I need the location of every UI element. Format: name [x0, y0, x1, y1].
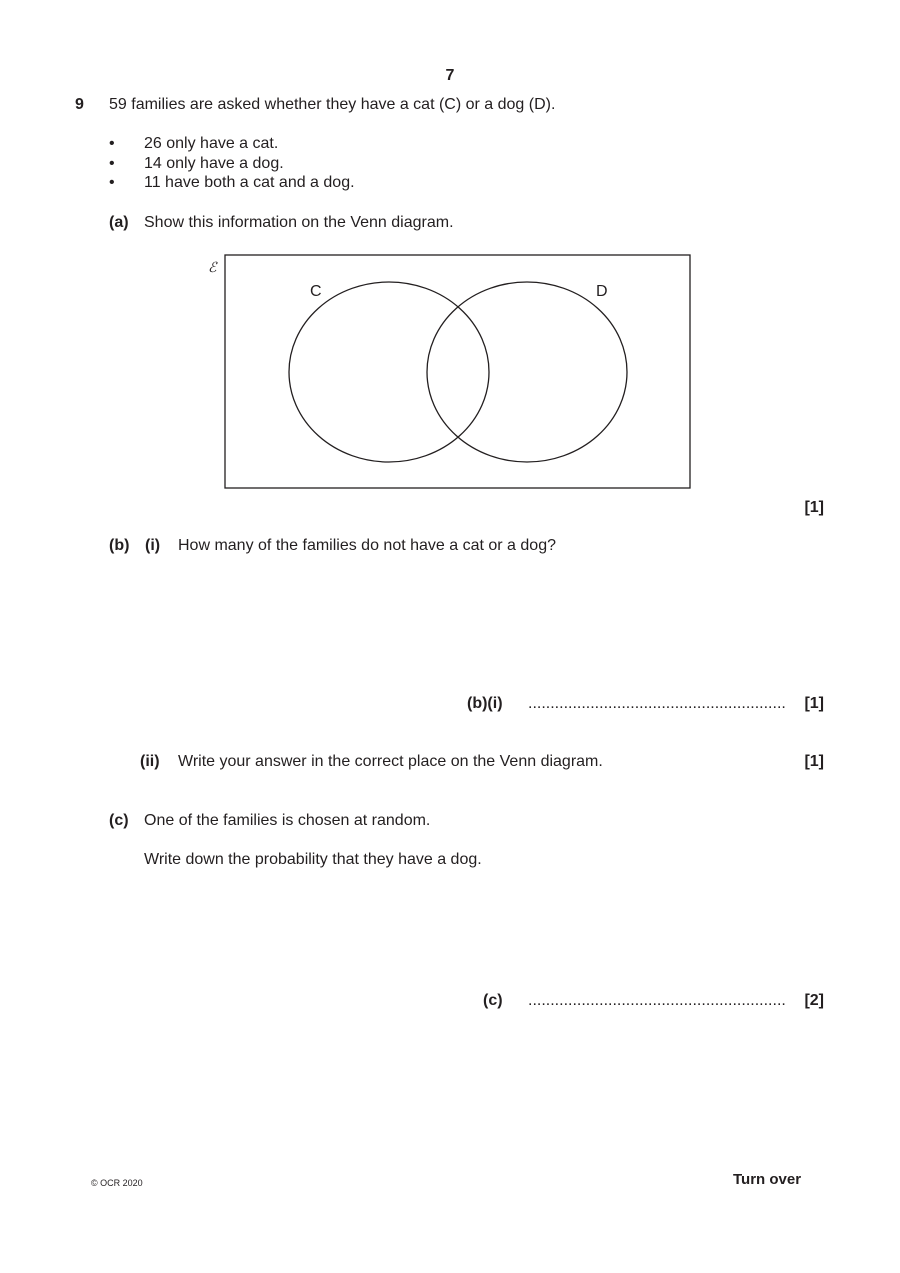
part-b-ii-label: (ii): [140, 753, 160, 770]
venn-diagram[interactable]: [204, 252, 696, 492]
part-a-mark: [1]: [804, 499, 824, 516]
question-number: 9: [75, 96, 84, 113]
part-c-mark: [2]: [804, 992, 824, 1009]
bullet-text-dog-only: 14 only have a dog.: [144, 155, 284, 172]
bullet-symbol: •: [109, 155, 115, 172]
part-b-label: (b): [109, 537, 130, 554]
bullet-text-cat-only: 26 only have a cat.: [144, 135, 279, 152]
copyright-notice: © OCR 2020: [91, 1178, 143, 1188]
part-c-label: (c): [109, 812, 129, 829]
part-c-instruction: Write down the probability that they have a dog.: [144, 851, 482, 868]
part-b-i-answer-label: (b)(i): [467, 695, 503, 712]
part-c-answer-label: (c): [483, 992, 503, 1009]
part-a-text: Show this information on the Venn diagram.: [144, 214, 454, 231]
part-b-ii-mark: [1]: [804, 753, 824, 770]
bullet-text-both: 11 have both a cat and a dog.: [144, 174, 355, 191]
bullet-symbol: •: [109, 135, 115, 152]
part-c-answer-line[interactable]: ..........................................................: [528, 992, 786, 1009]
part-c-text: One of the families is chosen at random.: [144, 812, 431, 829]
part-b-ii-text: Write your answer in the correct place on the Venn diagram.: [178, 753, 603, 770]
universal-set-rectangle[interactable]: [225, 255, 690, 488]
part-b-i-text: How many of the families do not have a cat or a dog?: [178, 537, 556, 554]
part-b-i-label: (i): [145, 537, 161, 554]
part-b-i-mark: [1]: [804, 695, 824, 712]
page-number: 7: [445, 67, 455, 84]
bullet-symbol: •: [109, 174, 115, 191]
set-d-label: D: [596, 283, 608, 300]
part-a-label: (a): [109, 214, 129, 231]
universal-set-symbol: ℰ: [208, 260, 217, 276]
question-stem: 59 families are asked whether they have a cat (C) or a dog (D).: [109, 96, 556, 113]
set-d-circle[interactable]: [427, 282, 627, 462]
set-c-label: C: [310, 283, 322, 300]
part-b-i-answer-line[interactable]: ..........................................................: [528, 695, 786, 712]
set-c-circle[interactable]: [289, 282, 489, 462]
turn-over-text: Turn over: [733, 1171, 802, 1188]
